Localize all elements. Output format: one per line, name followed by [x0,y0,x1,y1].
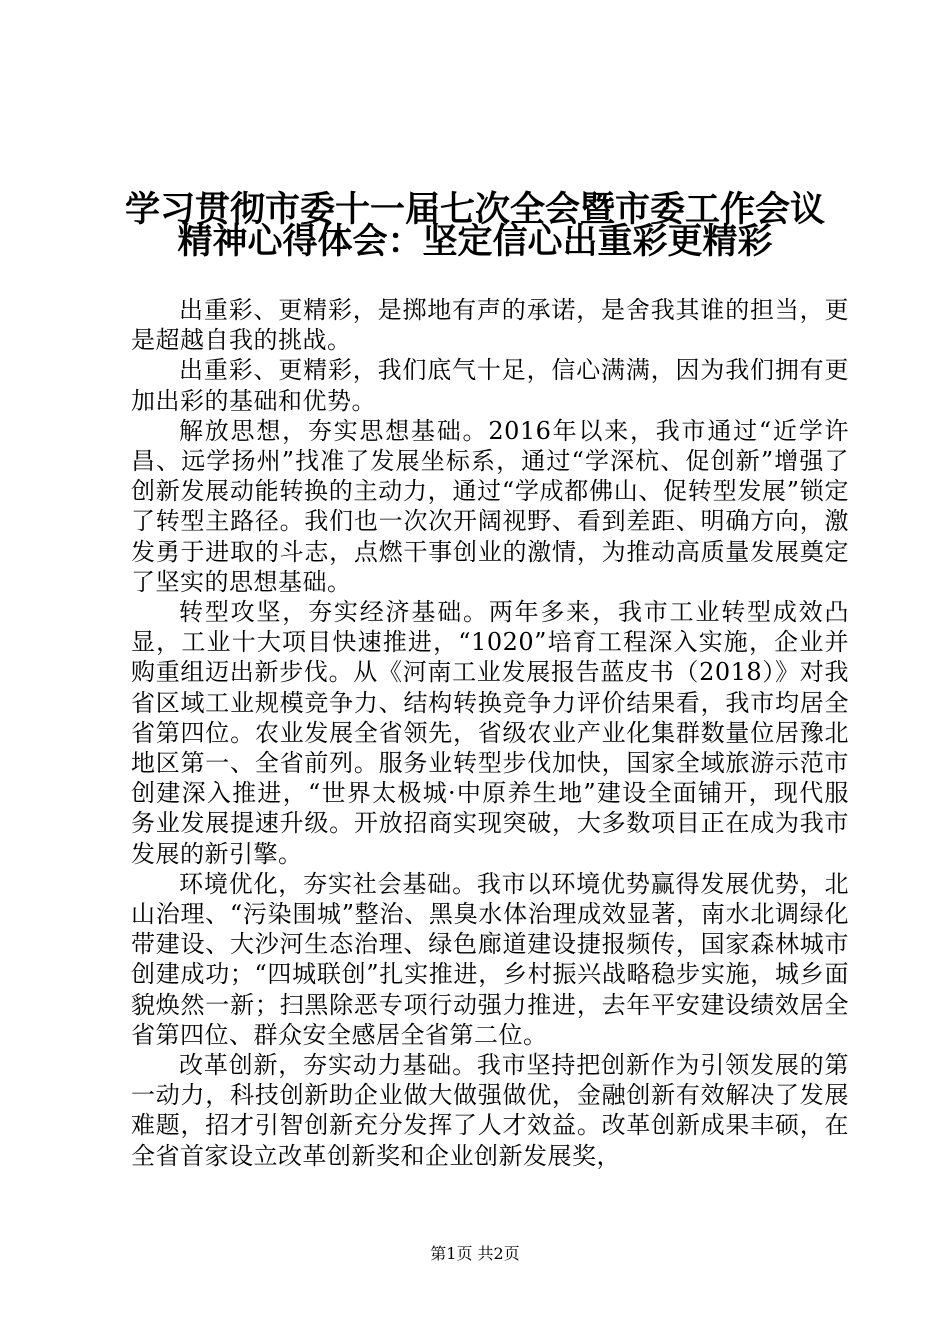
document-body [131,295,849,1171]
paragraph: 解放思想，夯实思想基础。2016年以来，我市通过“近学许昌、远学扬州”找准了发展坐标系，通过“学深杭、促创新”增强了创新发展动能转换的主动力，通过“学成都佛山、促转型发展”锁定了转型主路径。我们也一次次开阔视野、看到差距、明确方向，激发勇于进取的斗志，点燃干事创业的激情，为推动高质量发展奠定了坚实的思想基础。 [131,416,849,596]
document-title-line-2: 精神心得体会：坚定信心出重彩更精彩 [177,222,773,262]
paragraph: 环境优化，夯实社会基础。我市以环境优势赢得发展优势，北山治理、“污染围城”整治、黑臭水体治理成效显著，南水北调绿化带建设、大沙河生态治理、绿色廊道建设捷报频传，国家森林城市创建成功；“四城联创”扎实推进，乡村振兴战略稳步实施，城乡面貌焕然一新；扫黑除恶专项行动强力推进，去年平安建设绩效居全省第四位、群众安全感居全省第二位。 [131,869,849,1049]
page-footer: 第1页 共2页 [430,1244,520,1263]
paragraph: 出重彩、更精彩，我们底气十足，信心满满，因为我们拥有更加出彩的基础和优势。 [131,356,849,415]
document-title-line-1: 学习贯彻市委十一届七次全会暨市委工作会议 [124,190,825,230]
paragraph: 出重彩、更精彩，是掷地有声的承诺，是舍我其谁的担当，更是超越自我的挑战。 [131,296,849,355]
paragraph: 转型攻坚，夯实经济基础。两年多来，我市工业转型成效凸显，工业十大项目快速推进，“1020”培育工程深入实施，企业并购重组迈出新步伐。从《河南工业发展报告蓝皮书（2018）》对我省区域工业规模竞争力、结构转换竞争力评价结果看，我市均居全省第四位。农业发展全省领先，省级农业产业化集群数量位居豫北地区第一、全省前列。服务业转型步伐加快，国家全域旅游示范市创建深入推进，“世界太极城·中原养生地”建设全面铺开，现代服务业发展提速升级。开放招商实现突破，大多数项目正在成为我市发展的新引擎。 [131,598,849,868]
paragraph: 改革创新，夯实动力基础。我市坚持把创新作为引领发展的第一动力，科技创新助企业做大做强做优，金融创新有效解决了发展难题，招才引智创新充分发挥了人才效益。改革创新成果丰硕，在全省首家设立改革创新奖和企业创新发展奖， [131,1051,849,1170]
